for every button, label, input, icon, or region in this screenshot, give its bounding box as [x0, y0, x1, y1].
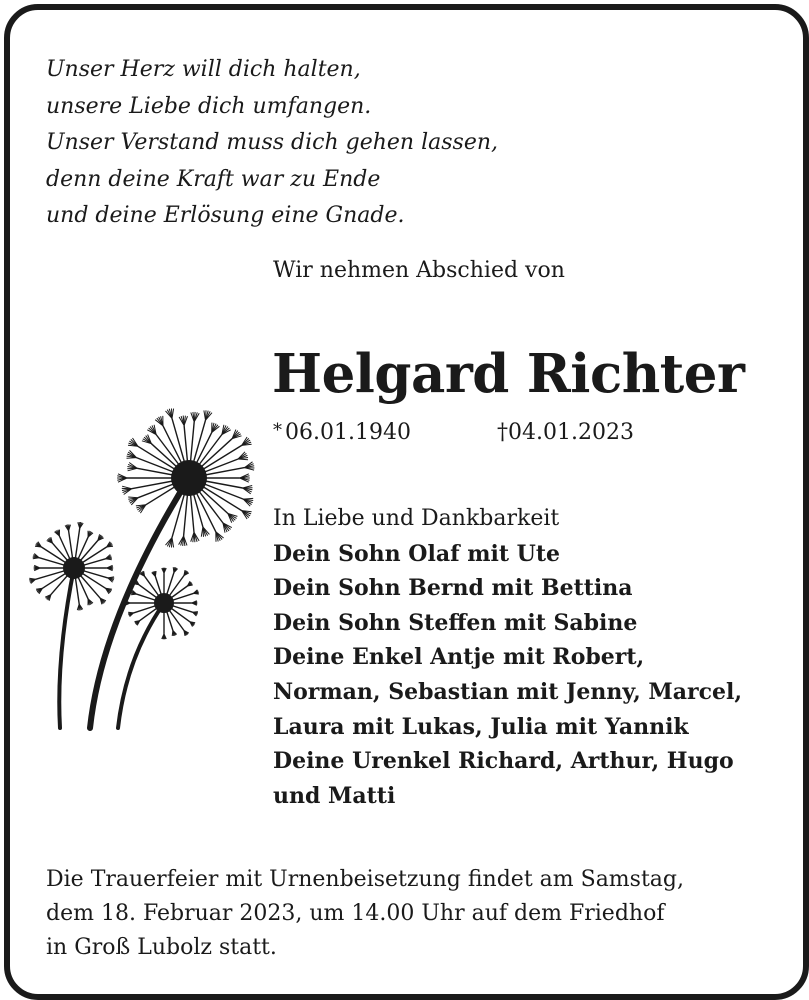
- deceased-name: Helgard Richter: [272, 343, 745, 405]
- poem-line: und deine Erlösung eine Gnade.: [46, 203, 405, 228]
- birth-date: [273, 420, 411, 445]
- dandelion-icon: [22, 398, 267, 738]
- mourners-heading: In Liebe und Dankbarkeit: [273, 506, 560, 531]
- mourner-line: Deine Enkel Antje mit Robert,: [273, 644, 645, 671]
- poem-line: Unser Herz will dich halten,: [46, 57, 361, 82]
- death-date-value: 04.01.2023: [508, 420, 634, 445]
- poem-line: Unser Verstand muss dich gehen lassen,: [46, 130, 498, 155]
- poem: [46, 52, 498, 235]
- mourners: [273, 502, 742, 813]
- mourner-line: Laura mit Lukas, Julia mit Yannik: [273, 713, 689, 740]
- mourner-line: Deine Urenkel Richard, Arthur, Hugo: [273, 748, 734, 775]
- farewell-intro: Wir nehmen Abschied von: [273, 258, 565, 283]
- service-line: Die Trauerfeier mit Urnenbeisetzung findet am Samstag,: [46, 867, 684, 892]
- mourner-line: Norman, Sebastian mit Jenny, Marcel,: [273, 678, 743, 705]
- birth-date-value: 06.01.1940: [285, 420, 411, 445]
- mourner-line: Dein Sohn Steffen mit Sabine: [273, 609, 638, 636]
- funeral-service-info: [46, 863, 684, 965]
- poem-line: denn deine Kraft war zu Ende: [46, 166, 381, 192]
- service-line: dem 18. Februar 2023, um 14.00 Uhr auf dem Friedhof: [46, 901, 665, 926]
- death-symbol: †: [497, 420, 508, 445]
- mourner-line: Dein Sohn Olaf mit Ute: [273, 540, 560, 567]
- service-line: in Groß Lubolz statt.: [46, 935, 277, 960]
- birth-symbol: *: [273, 420, 282, 441]
- mourner-line: Dein Sohn Bernd mit Bettina: [273, 575, 633, 602]
- death-date: [497, 420, 634, 445]
- poem-line: unsere Liebe dich umfangen.: [46, 93, 372, 119]
- mourner-line: und Matti: [273, 782, 396, 809]
